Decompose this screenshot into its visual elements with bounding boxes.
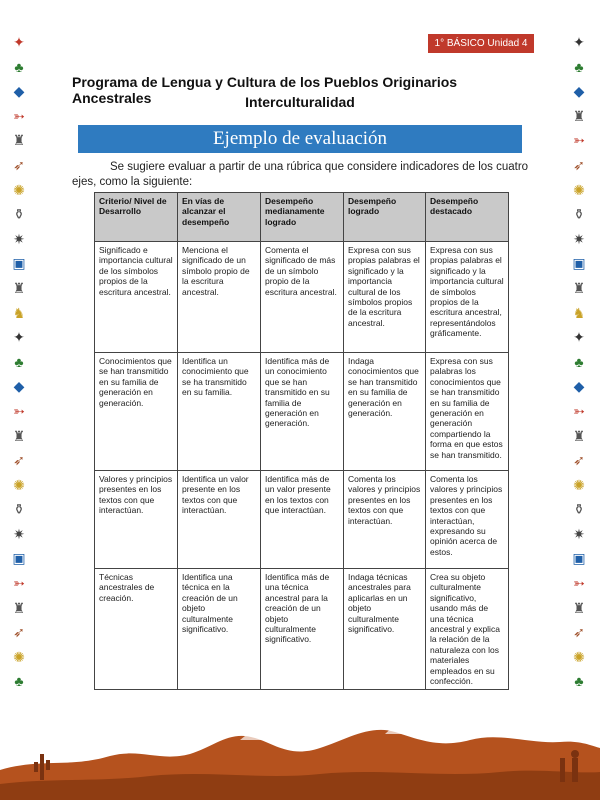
star-icon: ✦ [13,329,25,346]
sun-icon: ✺ [573,181,585,198]
table-cell: Indaga técnicas ancestrales para aplicarlas en un objeto culturalmente significativo. [344,569,426,690]
table-cell: Crea su objeto culturalmente significativo, usando más de una técnica ancestral y explica la relación de la naturaleza con los materiales empleados en su confección. [426,569,509,690]
animal-icon: ➳ [573,575,585,592]
star-icon: ✷ [573,230,585,247]
mask-icon: ◆ [13,83,25,100]
mask-icon: ▣ [572,255,586,272]
table-row [95,569,509,690]
star-icon: ✦ [573,329,585,346]
bird-icon: ➶ [13,452,25,469]
table-cell: Expresa con sus propias palabras el significado y la importancia cultural de símbolos propios de la escritura ancestral, representándolos gráficamente. [426,242,509,353]
figure-icon: ♣ [14,673,24,690]
jar-icon: ⚱ [13,501,25,518]
figure-icon: ♣ [14,353,24,370]
table-cell: Indaga conocimientos que se han transmitido en su familia de generación en generación. [344,353,426,471]
bird-icon: ➶ [13,624,25,641]
figure-icon: ♜ [572,107,586,124]
right-decorative-icons [568,30,590,730]
figure-icon: ♜ [12,132,26,149]
table-header-cell: Criterio/ Nivel de Desarrollo [95,193,178,242]
table-header-cell: Desempeño medianamente logrado [261,193,344,242]
figure-icon: ♜ [572,599,586,616]
jar-icon: ⚱ [573,206,585,223]
landscape-footer-illustration [0,718,600,800]
sun-icon: ✺ [13,181,25,198]
table-cell: Comenta los valores y principios presentes en los textos con que interactúan, expresando su opinión acerca de estos. [426,471,509,569]
left-decorative-icons [8,30,30,730]
jar-icon: ⚱ [13,206,25,223]
table-row [95,471,509,569]
sun-icon: ✺ [13,476,25,493]
sun-icon: ✺ [573,476,585,493]
bird-icon: ➶ [573,156,585,173]
table-cell: Menciona el significado de un símbolo propio de la escritura ancestral. [178,242,261,353]
star-icon: ✷ [573,525,585,542]
animal-icon: ➳ [13,575,25,592]
rubric-table [94,192,509,690]
mask-icon: ▣ [12,550,26,567]
figure-icon: ♜ [572,279,586,296]
guanaco-icon: ♣ [574,58,584,75]
animal-icon: ➳ [13,107,25,124]
star-icon: ✷ [13,525,25,542]
figure-icon: ♣ [574,673,584,690]
animal-icon: ➳ [13,402,25,419]
guanaco-icon: ♞ [572,304,586,321]
intro-paragraph: Se sugiere evaluar a partir de una rúbrica que considere indicadores de los cuatro ejes, como la siguiente: [72,161,529,188]
table-cell: Identifica más de un conocimiento que se han transmitido en su familia de generación en generación. [261,353,344,471]
star-icon: ✷ [13,230,25,247]
animal-icon: ➳ [573,132,585,149]
mask-icon: ◆ [573,83,585,100]
program-title: Programa de Lengua y Cultura de los Pueblos Originarios Ancestrales [72,74,458,106]
table-header-cell: En vías de alcanzar el desempeño [178,193,261,242]
table-cell: Valores y principios presentes en los textos con que interactúan. [95,471,178,569]
section-banner: Ejemplo de evaluación [78,125,522,153]
star-icon: ✦ [573,34,585,50]
table-row [95,353,509,471]
table-cell: Identifica más de una técnica ancestral para la creación de un objeto culturalmente significativo. [261,569,344,690]
figure-icon: ♣ [14,58,24,75]
figure-icon: ♜ [12,599,26,616]
table-cell: Expresa con sus palabras los conocimientos que se han transmitido en su familia de generación en generación compartiendo la forma en que estos se han transmitido. [426,353,509,471]
mask-icon: ▣ [572,550,586,567]
table-cell: Identifica un valor presente en los textos con que interactúan. [178,471,261,569]
figure-icon: ♜ [572,427,586,444]
table-cell: Técnicas ancestrales de creación. [95,569,178,690]
table-cell: Identifica una técnica en la creación de un objeto culturalmente significativo. [178,569,261,690]
table-cell: Conocimientos que se han transmitido en su familia de generación en generación. [95,353,178,471]
table-cell: Identifica más de un valor presente en los textos con que interactúan. [261,471,344,569]
figure-icon: ♜ [12,279,26,296]
sun-icon: ✺ [13,648,25,665]
grade-unit-badge: 1° BÁSICO Unidad 4 [428,34,534,53]
bird-icon: ➶ [13,156,25,173]
sun-icon: ✺ [573,648,585,665]
bird-icon: ➶ [573,452,585,469]
table-row [95,242,509,353]
mask-icon: ▣ [12,255,26,272]
mask-icon: ◆ [13,378,25,395]
table-header-cell: Desempeño destacado [426,193,509,242]
table-cell: Comenta los valores y principios presentes en los textos con que interactúan. [344,471,426,569]
figure-icon: ♜ [12,427,26,444]
table-cell: Expresa con sus propias palabras el significado y la importancia cultural de los símbolos propios de la escritura ancestral. [344,242,426,353]
bird-icon: ➶ [573,624,585,641]
figure-icon: ♣ [574,353,584,370]
mask-icon: ◆ [573,378,585,395]
animal-icon: ➳ [573,402,585,419]
jar-icon: ⚱ [573,501,585,518]
table-cell: Comenta el significado de más de un símbolo propio de la escritura ancestral. [261,242,344,353]
table-header-row [95,193,509,242]
table-cell: Identifica un conocimiento que se ha transmitido en su familia. [178,353,261,471]
program-subtitle: Interculturalidad [245,94,355,110]
table-header-cell: Desempeño logrado [344,193,426,242]
guanaco-icon: ♞ [12,304,26,321]
table-cell: Significado e importancia cultural de los símbolos propios de la escritura ancestral. [95,242,178,353]
bird-icon: ✦ [13,34,25,50]
